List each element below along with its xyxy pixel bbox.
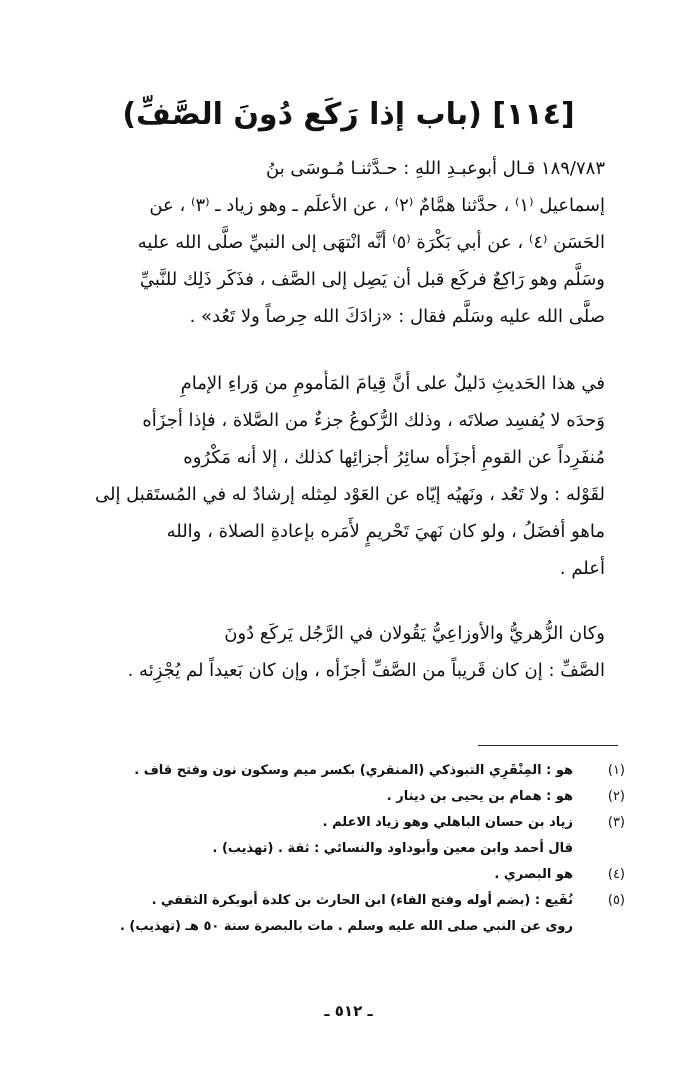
footnote-number: (٣) [607,815,625,830]
page-number: ـ ٥١٢ ـ [324,1002,373,1020]
footnote-item [95,810,625,836]
chapter-title: [١١٤] (باب إذا رَكَع دُونَ الصَّفِّ) [122,97,575,132]
footnote-number [573,914,625,940]
hadith-line: وسَلَّم وهو رَاكِعٌ فركَع قبل أن يَصِل إلى الصَّف ، فذَكَر ذَلِك للنَّبيِّ [139,269,605,290]
commentary-line: أعلم . [559,558,605,579]
footnote-item [95,914,625,940]
footnote-item [95,836,625,862]
footnote-text: قال أحمد وابن معين وأبوداود والنسائي : ثقة . (تهذيب) . [212,841,573,856]
commentary-line: لقَوْله : ولا تَعُد ، ونَهيُه إيّاه عن العَوْد لمِثله إرشادٌ له في المُستَقبل إلى [95,484,605,505]
commentary-line: مُنفَرِداً عن القومِ أجزَأه سائِرُ أجزائِها كذلك ، إلا أنه مَكْرُوه [183,447,605,468]
hadith-line: إسماعيل ⁽١⁾ ، حدَّثنا همَّامٌ ⁽٢⁾ ، عن الأعلَم ـ وهو زياد ـ ⁽٣⁾ ، عن [149,195,605,216]
footnote-text: هو : همام بن يحيى بن دينار . [386,789,573,804]
footnote-item [95,862,625,888]
commentary-line: ماهو أفضَلُ ، ولو كان نَهيَ تَحْريمٍ لأَمَره بإعادةِ الصلاة ، والله [166,521,605,542]
footnotes [95,758,625,940]
footnote-text: روى عن النبي صلى الله عليه وسلم . مات بالبصرة سنة ٥٠ هـ (تهذيب) . [119,919,573,934]
footnote-number: (٥) [607,893,625,908]
quote-line: الصَّفِّ : إن كان قَريباً من الصَّفِّ أجزَأه ، وإن كان بَعيداً لم يُجْزِئه . [127,660,605,681]
footnote-text: هو البصري . [494,867,573,882]
footnote-text: هو : المِنْقَرِي التبوذكي (المنقري) بكسر ميم وسكون نون وفتح قاف . [134,763,573,778]
footnote-item [95,784,625,810]
footnote-item [95,888,625,914]
hadith-line: الحَسَن ⁽٤⁾ ، عن أبي بَكْرَة ⁽٥⁾ أنَّه انْتهَى إلى النبيِّ صلَّى الله عليه [137,232,605,253]
footnote-number [573,836,625,862]
footnote-number: (٢) [607,789,625,804]
quote-line: وكان الزُّهريُّ والأوزاعِيُّ يَقُولان في الرَّجُل يَركَع دُونَ [224,623,605,644]
footnote-item [95,758,625,784]
commentary-paragraph [95,365,605,587]
quote-paragraph [95,615,605,689]
footnote-divider [478,745,618,746]
commentary-line: وَحدَه لا يُفسِد صلاتَه ، وذلك الرُّكوعُ جزءٌ من الصَّلاة ، فإذا أجزَأه [142,410,605,431]
commentary-line: في هذا الحَديثِ دَليلٌ على أنَّ قِيامَ المَأمومِ من وَراءِ الإمامِ [180,373,605,394]
hadith-line: صلَّى الله عليه وسَلَّم فقال : «زادَكَ الله حِرصاً ولا تَعُد» . [189,306,605,327]
hadith-paragraph [95,150,605,335]
footnote-text: زياد بن حسان الباهلي وهو زياد الاعلم . [322,815,573,830]
footnote-text: نُفَيع : (بضم أوله وفتح الفاء) ابن الحارث بن كلدة أبوبكرة الثقفي . [151,893,573,908]
footnote-number: (٤) [607,867,625,882]
footnote-number: (١) [607,763,625,778]
hadith-line: ١٨٩/٧٨٣ قـال أبوعبـدِ اللهِ : حـدَّثنـا مُـوسَى بنُ [266,158,605,179]
